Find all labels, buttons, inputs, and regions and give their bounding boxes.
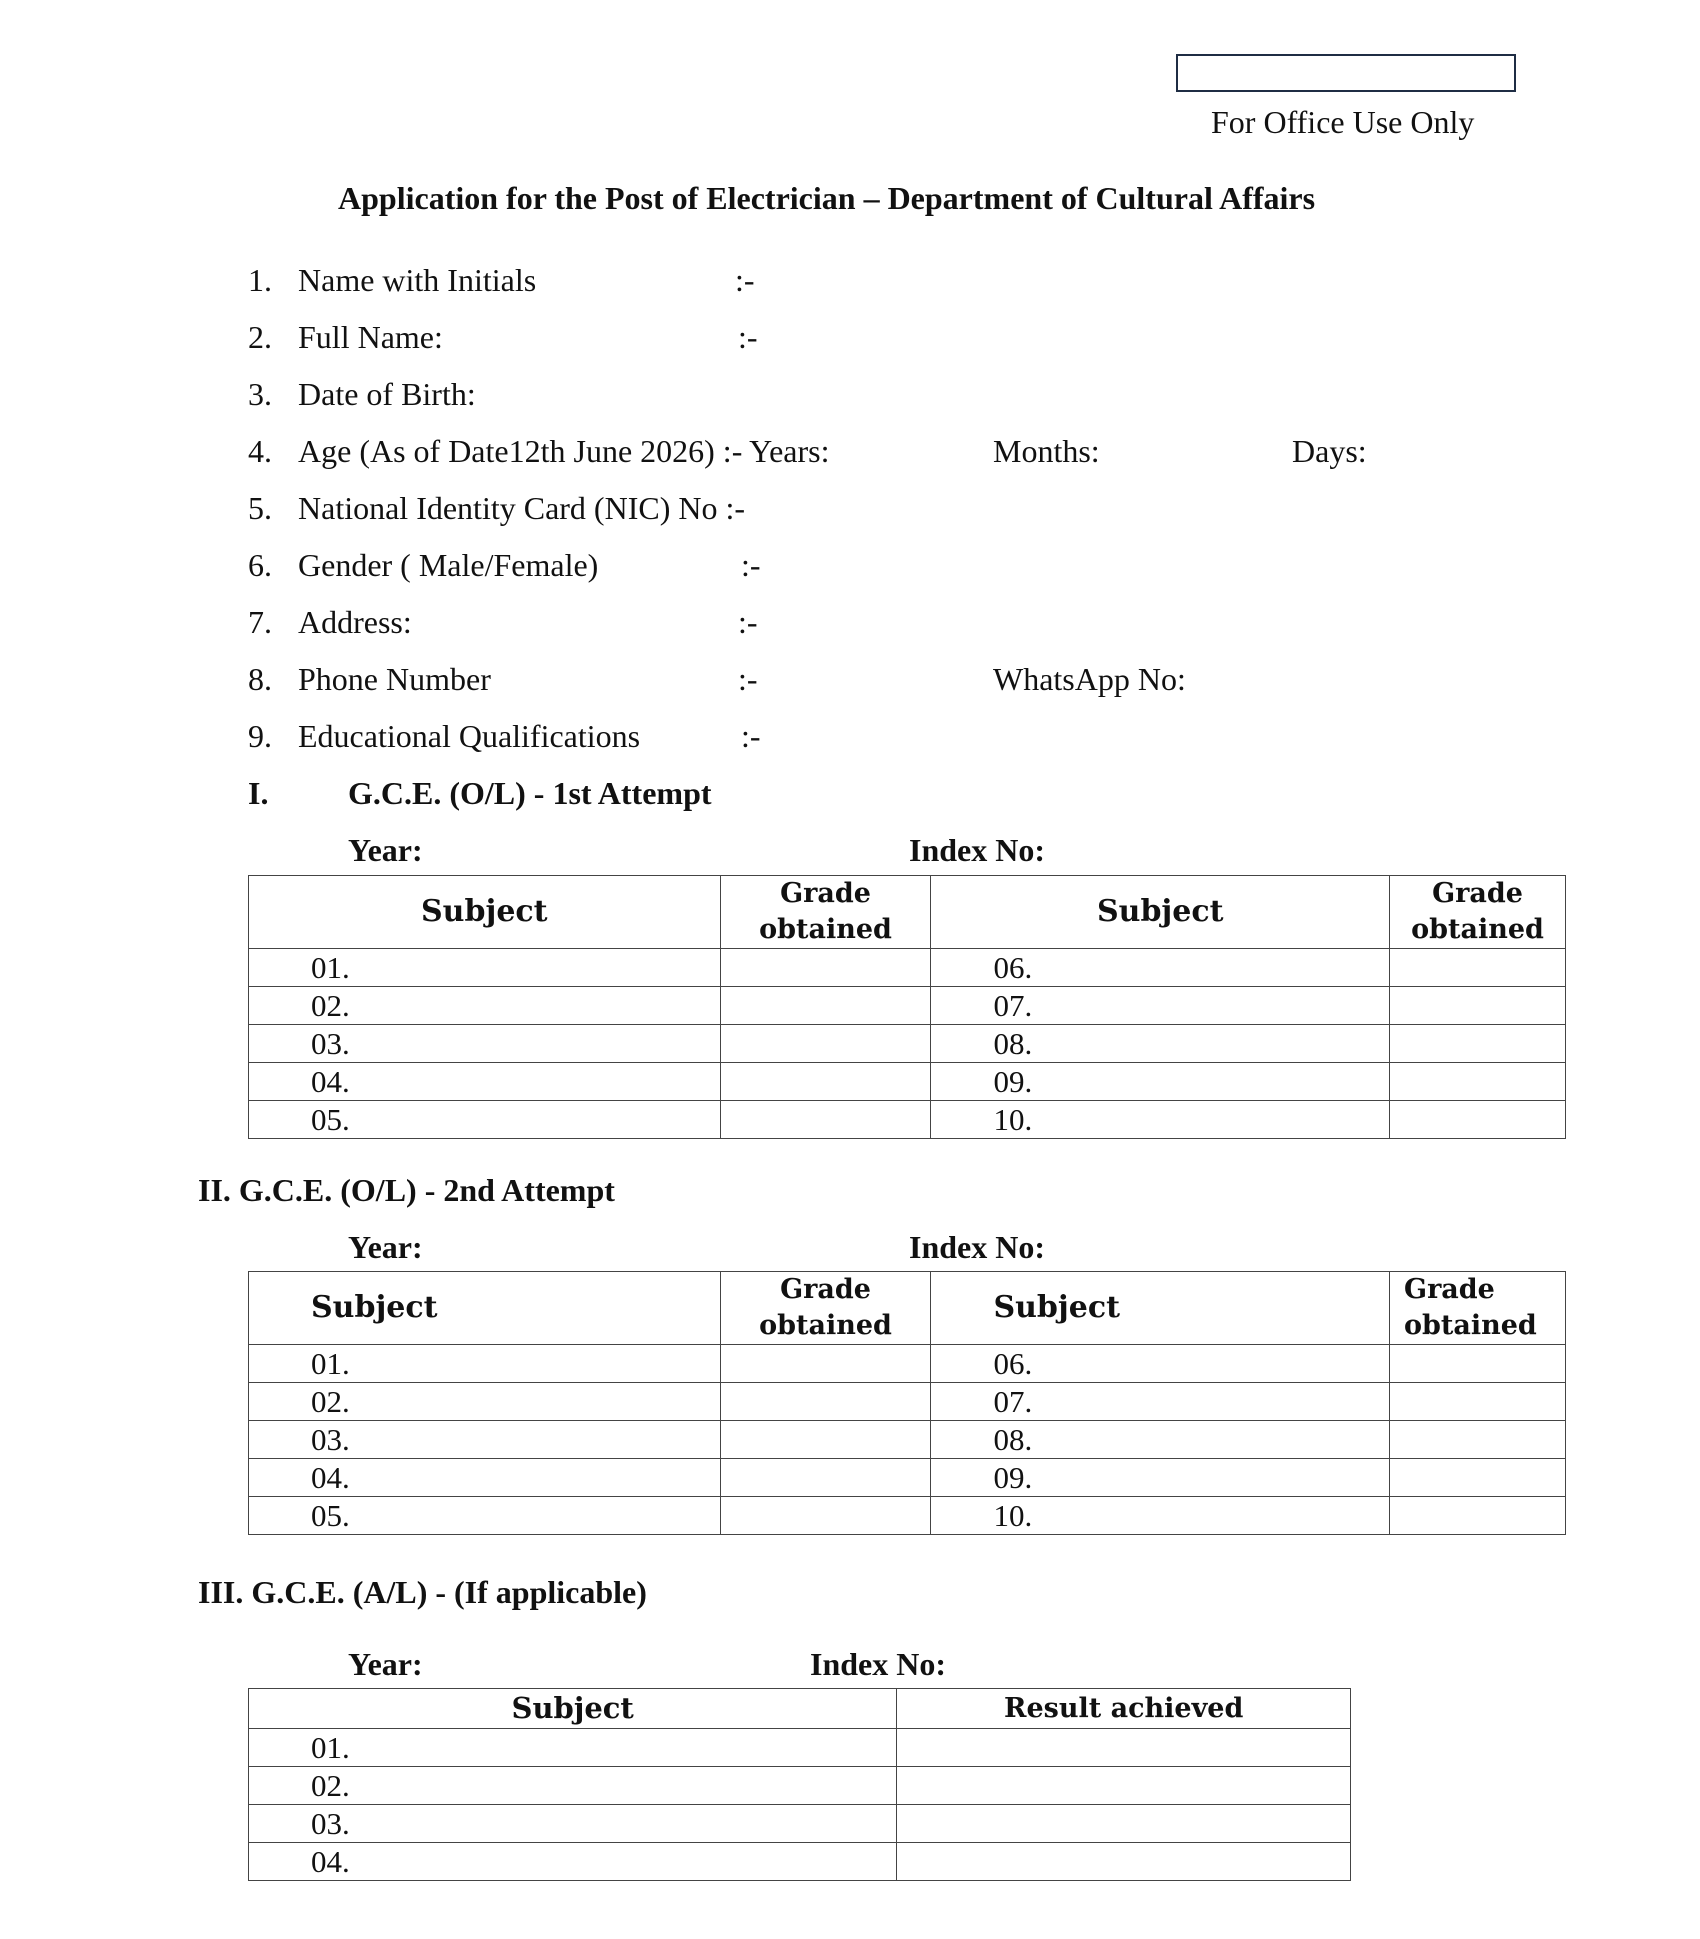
subject-cell[interactable]: 02.: [249, 1383, 721, 1421]
subject-cell[interactable]: 08.: [931, 1025, 1390, 1063]
column-header-subject: Subject: [931, 876, 1390, 949]
table-row: [249, 1843, 1351, 1881]
result-cell[interactable]: [897, 1805, 1351, 1843]
column-header-grade: Grade obtained: [720, 876, 931, 949]
year-label: Year:: [348, 1229, 423, 1265]
field-separator: :-: [741, 718, 761, 754]
grade-cell[interactable]: [1390, 949, 1566, 987]
field-label-months: Months:: [993, 433, 1100, 469]
field-number: 2.: [248, 319, 272, 355]
field-number: 6.: [248, 547, 272, 583]
grade-cell[interactable]: [1390, 1101, 1566, 1139]
grade-cell[interactable]: [1390, 1383, 1566, 1421]
subject-cell[interactable]: 09.: [931, 1459, 1390, 1497]
field-number: 5.: [248, 490, 272, 526]
table-row: [249, 1101, 1566, 1139]
grade-cell[interactable]: [720, 1025, 931, 1063]
subject-cell[interactable]: 05.: [249, 1101, 721, 1139]
column-header-grade: Grade obtained: [1390, 876, 1566, 949]
table-header-row: [249, 876, 1566, 949]
grade-cell[interactable]: [1390, 1063, 1566, 1101]
grade-cell[interactable]: [1390, 1421, 1566, 1459]
field-separator: :-: [741, 547, 761, 583]
grade-cell[interactable]: [720, 1459, 931, 1497]
field-label-days: Days:: [1292, 433, 1367, 469]
table-row: [249, 987, 1566, 1025]
table-row: [249, 1421, 1566, 1459]
column-header-subject: Subject: [249, 876, 721, 949]
field-label-full-name: Full Name:: [298, 319, 443, 355]
ol-second-attempt-table: [248, 1271, 1566, 1535]
subject-cell[interactable]: 06.: [931, 1345, 1390, 1383]
subject-cell[interactable]: 03.: [249, 1421, 721, 1459]
table-row: [249, 1383, 1566, 1421]
subject-cell[interactable]: 04.: [249, 1843, 897, 1881]
field-separator: :-: [738, 661, 758, 697]
field-number: 8.: [248, 661, 272, 697]
field-label-address: Address:: [298, 604, 412, 640]
grade-cell[interactable]: [1390, 1345, 1566, 1383]
grade-cell[interactable]: [1390, 987, 1566, 1025]
ol-first-attempt-table: [248, 875, 1566, 1139]
subject-cell[interactable]: 02.: [249, 1767, 897, 1805]
column-header-subject: Subject: [249, 1689, 897, 1729]
field-label-date-of-birth: Date of Birth:: [298, 376, 476, 412]
field-number: 9.: [248, 718, 272, 754]
field-label-nic: National Identity Card (NIC) No :-: [298, 490, 745, 526]
subject-cell[interactable]: 01.: [249, 1345, 721, 1383]
table-row: [249, 1497, 1566, 1535]
column-header-subject: Subject: [931, 1272, 1390, 1345]
year-label: Year:: [348, 1646, 423, 1682]
field-label-educational-qualifications: Educational Qualifications: [298, 718, 641, 754]
subject-cell[interactable]: 03.: [249, 1025, 721, 1063]
grade-cell[interactable]: [1390, 1459, 1566, 1497]
field-separator: :-: [738, 319, 758, 355]
year-label: Year:: [348, 832, 423, 868]
office-use-label: For Office Use Only: [1211, 104, 1475, 140]
table-row: [249, 1729, 1351, 1767]
subject-cell[interactable]: 04.: [249, 1063, 721, 1101]
table-row: [249, 1063, 1566, 1101]
table-row: [249, 1345, 1566, 1383]
grade-cell[interactable]: [720, 1383, 931, 1421]
section-heading-ol-second-attempt: II. G.C.E. (O/L) - 2nd Attempt: [198, 1172, 615, 1208]
grade-cell[interactable]: [1390, 1025, 1566, 1063]
result-cell[interactable]: [897, 1767, 1351, 1805]
subject-cell[interactable]: 03.: [249, 1805, 897, 1843]
table-row: [249, 1025, 1566, 1063]
field-separator: :-: [738, 604, 758, 640]
table-header-row: [249, 1272, 1566, 1345]
field-label-age: Age (As of Date12th June 2026) :- Years:: [298, 433, 830, 469]
subject-cell[interactable]: 10.: [931, 1497, 1390, 1535]
subject-cell[interactable]: 01.: [249, 1729, 897, 1767]
table-row: [249, 1805, 1351, 1843]
section-heading-ol-first-attempt: G.C.E. (O/L) - 1st Attempt: [348, 775, 712, 811]
subject-cell[interactable]: 08.: [931, 1421, 1390, 1459]
index-no-label: Index No:: [909, 1229, 1046, 1265]
table-row: [249, 1767, 1351, 1805]
column-header-result: Result achieved: [897, 1689, 1351, 1729]
subject-cell[interactable]: 07.: [931, 1383, 1390, 1421]
index-no-label: Index No:: [810, 1646, 947, 1682]
grade-cell[interactable]: [720, 1063, 931, 1101]
section-roman-numeral: I.: [248, 775, 269, 811]
grade-cell[interactable]: [720, 1345, 931, 1383]
subject-cell[interactable]: 01.: [249, 949, 721, 987]
field-label-name-with-initials: Name with Initials: [298, 262, 537, 298]
office-use-box[interactable]: [1176, 54, 1516, 92]
table-row: [249, 949, 1566, 987]
subject-cell[interactable]: 10.: [931, 1101, 1390, 1139]
field-number: 3.: [248, 376, 272, 412]
grade-cell[interactable]: [720, 987, 931, 1025]
index-no-label: Index No:: [909, 832, 1046, 868]
table-header-row: [249, 1689, 1351, 1729]
subject-cell[interactable]: 09.: [931, 1063, 1390, 1101]
subject-cell[interactable]: 02.: [249, 987, 721, 1025]
field-label-phone-number: Phone Number: [298, 661, 491, 697]
column-header-grade: Grade obtained: [1390, 1272, 1566, 1345]
subject-cell[interactable]: 07.: [931, 987, 1390, 1025]
field-number: 4.: [248, 433, 272, 469]
section-heading-al: III. G.C.E. (A/L) - (If applicable): [198, 1574, 647, 1610]
subject-cell[interactable]: 06.: [931, 949, 1390, 987]
field-separator: :-: [735, 262, 755, 298]
column-header-grade: Grade obtained: [720, 1272, 931, 1345]
field-label-gender: Gender ( Male/Female): [298, 547, 599, 583]
grade-cell[interactable]: [720, 1497, 931, 1535]
subject-cell[interactable]: 04.: [249, 1459, 721, 1497]
column-header-subject: Subject: [249, 1272, 721, 1345]
table-row: [249, 1459, 1566, 1497]
subject-cell[interactable]: 05.: [249, 1497, 721, 1535]
result-cell[interactable]: [897, 1843, 1351, 1881]
grade-cell[interactable]: [1390, 1497, 1566, 1535]
field-number: 1.: [248, 262, 272, 298]
grade-cell[interactable]: [720, 1421, 931, 1459]
field-number: 7.: [248, 604, 272, 640]
grade-cell[interactable]: [720, 1101, 931, 1139]
al-results-table: [248, 1688, 1351, 1881]
form-title: Application for the Post of Electrician – Department of Cultural Affairs: [338, 180, 1316, 216]
result-cell[interactable]: [897, 1729, 1351, 1767]
field-label-whatsapp: WhatsApp No:: [993, 661, 1186, 697]
grade-cell[interactable]: [720, 949, 931, 987]
